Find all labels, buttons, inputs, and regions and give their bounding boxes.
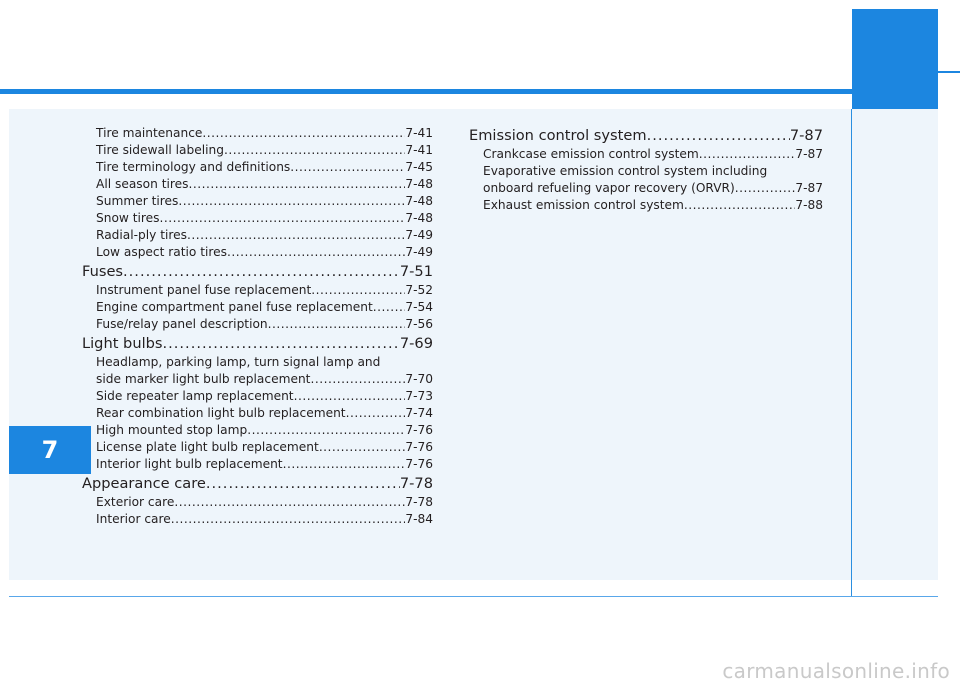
toc-subsection-entry[interactable] xyxy=(82,244,433,261)
toc-leader-dots xyxy=(123,262,400,282)
margin-divider xyxy=(851,109,852,597)
toc-right-column xyxy=(469,125,823,214)
toc-page-number: 7-87 xyxy=(789,127,823,144)
toc-entry-label: Low aspect ratio tires xyxy=(96,245,228,259)
toc-leader-dots xyxy=(174,494,405,511)
toc-entry-label: Engine compartment panel fuse replacement xyxy=(96,300,373,314)
toc-page-number: 7-52 xyxy=(405,283,433,297)
toc-leader-dots xyxy=(247,422,405,439)
toc-subsection-entry[interactable] xyxy=(469,146,823,163)
toc-page-number: 7-73 xyxy=(405,389,433,403)
watermark: carmanualsonline.info xyxy=(722,659,950,683)
toc-subsection-entry[interactable] xyxy=(82,282,433,299)
toc-leader-dots xyxy=(699,146,796,163)
toc-page-number: 7-88 xyxy=(795,198,823,212)
toc-section-entry[interactable] xyxy=(82,334,433,354)
toc-subsection-entry[interactable] xyxy=(82,125,433,142)
toc-page-number: 7-76 xyxy=(405,457,433,471)
toc-entry-label: Exhaust emission control system xyxy=(483,198,684,212)
toc-leader-dots xyxy=(187,227,405,244)
toc-page-number: 7-76 xyxy=(405,423,433,437)
toc-leader-dots xyxy=(206,474,400,494)
toc-entry-label: onboard refueling vapor recovery (ORVR) xyxy=(483,181,735,195)
toc-entry-label: All season tires xyxy=(96,177,189,191)
toc-leader-dots xyxy=(163,334,400,354)
corner-color-block xyxy=(852,9,938,109)
toc-leader-dots xyxy=(290,159,405,176)
toc-entry-label: Tire maintenance xyxy=(96,126,203,140)
toc-subsection-entry[interactable] xyxy=(82,193,433,210)
toc-subsection-entry[interactable] xyxy=(82,422,433,439)
toc-page-number: 7-48 xyxy=(405,211,433,225)
toc-subsection-entry[interactable] xyxy=(82,494,433,511)
toc-subsection-entry[interactable] xyxy=(82,511,433,528)
toc-leader-dots xyxy=(735,180,796,197)
toc-section-entry[interactable] xyxy=(82,262,433,282)
toc-page-number: 7-76 xyxy=(405,440,433,454)
toc-subsection-entry[interactable] xyxy=(82,299,433,316)
toc-leader-dots xyxy=(684,197,795,214)
toc-entry-label: Snow tires xyxy=(96,211,160,225)
toc-leader-dots xyxy=(346,405,406,422)
toc-subsection-entry[interactable] xyxy=(82,227,433,244)
header-rule-right xyxy=(938,71,960,73)
toc-entry-line: Evaporative emission control system including xyxy=(483,164,768,178)
toc-page-number: 7-49 xyxy=(405,245,433,259)
toc-left-column xyxy=(82,125,433,528)
toc-leader-dots xyxy=(294,388,406,405)
toc-leader-dots xyxy=(283,456,406,473)
toc-section-entry[interactable] xyxy=(82,474,433,494)
toc-entry-label: Fuse/relay panel description xyxy=(96,317,268,331)
toc-leader-dots xyxy=(188,176,405,193)
toc-leader-dots xyxy=(268,316,406,333)
toc-page-number: 7-87 xyxy=(795,147,823,161)
toc-leader-dots xyxy=(373,299,406,316)
toc-page-number: 7-70 xyxy=(405,372,433,386)
toc-subsection-entry[interactable] xyxy=(82,439,433,456)
toc-entry-label: High mounted stop lamp xyxy=(96,423,248,437)
footer-rule xyxy=(9,596,938,597)
toc-leader-dots xyxy=(319,439,406,456)
toc-entry-label: Light bulbs xyxy=(82,335,163,352)
toc-leader-dots xyxy=(311,282,405,299)
toc-page-number: 7-49 xyxy=(405,228,433,242)
toc-leader-dots xyxy=(171,511,406,528)
toc-entry-label: Summer tires xyxy=(96,194,179,208)
toc-page-number: 7-84 xyxy=(405,512,433,526)
toc-page-number: 7-48 xyxy=(405,194,433,208)
toc-entry-label: Exterior care xyxy=(96,495,175,509)
chapter-number: 7 xyxy=(41,436,59,464)
toc-entry-label: Rear combination light bulb replacement xyxy=(96,406,346,420)
toc-page-number: 7-51 xyxy=(399,263,433,280)
toc-entry-line: Headlamp, parking lamp, turn signal lamp and xyxy=(96,355,381,369)
toc-subsection-entry[interactable] xyxy=(82,176,433,193)
toc-page-number: 7-56 xyxy=(405,317,433,331)
toc-page-number: 7-87 xyxy=(795,181,823,195)
toc-page-number: 7-48 xyxy=(405,177,433,191)
toc-subsection-entry[interactable] xyxy=(82,159,433,176)
toc-entry-label: Crankcase emission control system xyxy=(483,147,699,161)
toc-page-number: 7-41 xyxy=(405,126,433,140)
toc-leader-dots xyxy=(227,244,405,261)
toc-subsection-entry[interactable] xyxy=(82,388,433,405)
toc-subsection-entry[interactable] xyxy=(82,405,433,422)
toc-leader-dots xyxy=(310,371,405,388)
toc-subsection-entry[interactable] xyxy=(82,142,433,159)
toc-page-number: 7-74 xyxy=(405,406,433,420)
toc-subsection-entry[interactable] xyxy=(469,180,823,197)
toc-subsection-entry[interactable] xyxy=(82,371,433,388)
toc-subsection-entry[interactable] xyxy=(469,197,823,214)
toc-leader-dots xyxy=(202,125,405,142)
toc-page-number: 7-78 xyxy=(405,495,433,509)
toc-entry-label: side marker light bulb replacement xyxy=(96,372,311,386)
toc-page-number: 7-54 xyxy=(405,300,433,314)
toc-leader-dots xyxy=(160,210,406,227)
toc-entry-label: Radial-ply tires xyxy=(96,228,188,242)
toc-entry-label: Appearance care xyxy=(82,475,206,492)
toc-leader-dots xyxy=(178,193,405,210)
toc-entry-label: Interior care xyxy=(96,512,171,526)
toc-page-number: 7-69 xyxy=(399,335,433,352)
toc-subsection-entry[interactable] xyxy=(82,210,433,227)
toc-entry-label: Interior light bulb replacement xyxy=(96,457,283,471)
toc-entry-label: Fuses xyxy=(82,263,124,280)
toc-page-number: 7-45 xyxy=(405,160,433,174)
toc-leader-dots xyxy=(224,142,405,159)
toc-page-number: 7-78 xyxy=(399,475,433,492)
toc-entry-label: Tire terminology and definitions xyxy=(96,160,291,174)
toc-entry-label: Side repeater lamp replacement xyxy=(96,389,294,403)
toc-section-entry[interactable] xyxy=(469,126,823,146)
toc-subsection-entry[interactable] xyxy=(82,316,433,333)
toc-entry-label: Tire sidewall labeling xyxy=(96,143,224,157)
toc-entry-label: Instrument panel fuse replacement xyxy=(96,283,312,297)
toc-entry-label: Emission control system xyxy=(469,127,647,144)
toc-entry-label: License plate light bulb replacement xyxy=(96,440,319,454)
toc-page-number: 7-41 xyxy=(405,143,433,157)
header-rule xyxy=(0,89,852,94)
toc-subsection-entry[interactable] xyxy=(82,456,433,473)
chapter-tab[interactable] xyxy=(9,426,91,474)
toc-leader-dots xyxy=(647,126,790,146)
